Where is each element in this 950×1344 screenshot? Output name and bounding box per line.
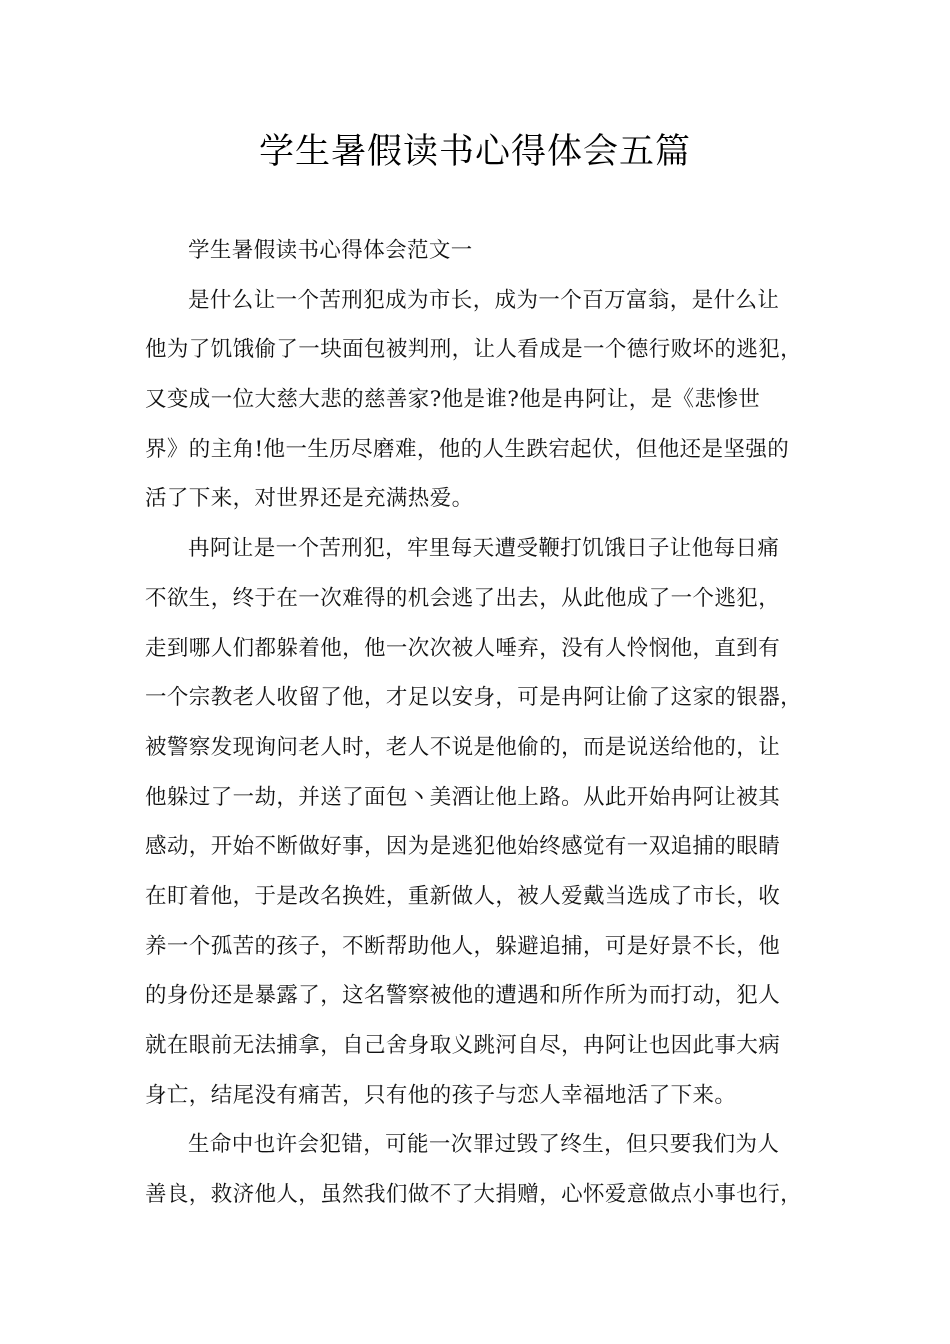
text-line: 他为了饥饿偷了一块面包被判刑，让人看成是一个德行败坏的逃犯， — [145, 337, 803, 363]
text-line: 界》的主角!他一生历尽磨难，他的人生跌宕起伏，但他还是坚强的 — [145, 436, 790, 462]
text-line: 在盯着他，于是改名换姓，重新做人，被人爱戴当选成了市长，收 — [145, 883, 781, 909]
text-line: 生命中也许会犯错，可能一次罪过毁了终生，但只要我们为人 — [188, 1132, 780, 1158]
text-line: 身亡，结尾没有痛苦，只有他的孩子与恋人幸福地活了下来。 — [145, 1082, 737, 1108]
text-line: 就在眼前无法捕拿，自己舍身取义跳河自尽，冉阿让也因此事大病 — [145, 1033, 781, 1058]
text-line: 他躲过了一劫，并送了面包丶美酒让他上路。从此开始冉阿让被其 — [145, 784, 781, 810]
text-line: 一个宗教老人收留了他，才足以安身，可是冉阿让偷了这家的银器， — [145, 685, 803, 711]
text-line: 的身份还是暴露了，这名警察被他的遭遇和所作所为而打动，犯人 — [145, 983, 781, 1009]
document-title: 学生暑假读书心得体会五篇 — [258, 132, 691, 172]
text-line: 养一个孤苦的孩子，不断帮助他人，躲避追捕，可是好景不长，他 — [145, 933, 781, 959]
text-line: 走到哪人们都躲着他，他一次次被人唾弃，没有人怜悯他，直到有 — [145, 635, 781, 661]
text-line: 又变成一位大慈大悲的慈善家?他是谁?他是冉阿让，是《悲惨世 — [145, 387, 761, 413]
text-line: 活了下来，对世界还是充满热爱。 — [145, 486, 474, 512]
text-line: 善良，救济他人，虽然我们做不了大捐赠，心怀爱意做点小事也行， — [145, 1182, 803, 1208]
text-line: 不欲生，终于在一次难得的机会逃了出去，从此他成了一个逃犯， — [145, 585, 781, 611]
document-body — [145, 226, 825, 1220]
text-line: 是什么让一个苦刑犯成为市长，成为一个百万富翁，是什么让 — [188, 287, 780, 313]
text-line: 冉阿让是一个苦刑犯，牢里每天遭受鞭打饥饿日子让他每日痛 — [188, 536, 780, 562]
text-line: 感动，开始不断做好事，因为是逃犯他始终感觉有一双追捕的眼睛 — [145, 834, 781, 860]
text-line: 被警察发现询问老人时，老人不说是他偷的，而是说送给他的，让 — [145, 734, 781, 760]
text-line: 学生暑假读书心得体会范文一 — [188, 238, 473, 263]
